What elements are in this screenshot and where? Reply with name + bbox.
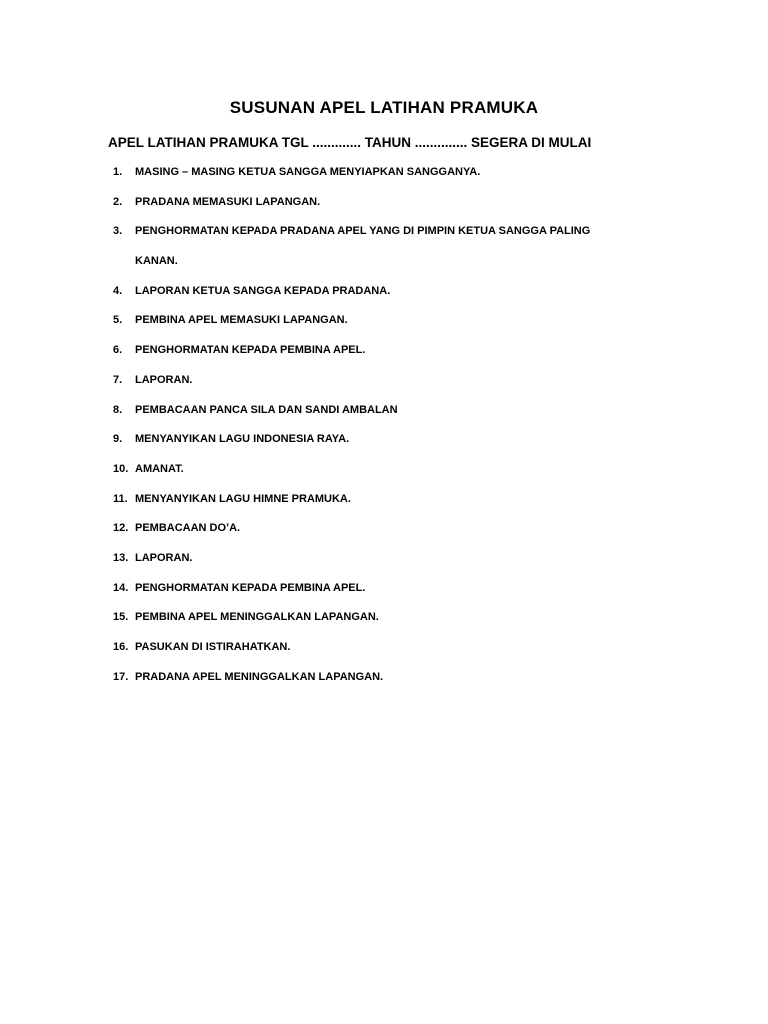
item-number: 16.: [113, 641, 129, 653]
item-text: MENYANYIKAN LAGU INDONESIA RAYA.: [135, 433, 350, 446]
item-text: PRADANA MEMASUKI LAPANGAN.: [135, 195, 321, 208]
item-text: PEMBINA APEL MENINGGALKAN LAPANGAN.: [135, 611, 379, 624]
item-text: PEMBACAAN DO’A.: [135, 522, 241, 535]
item-text: PEMBACAAN PANCA SILA DAN SANDI AMBALAN: [135, 403, 398, 416]
item-number: 10.: [113, 462, 129, 475]
item-text: PASUKAN DI ISTIRAHATKAN.: [135, 641, 291, 653]
item-text: LAPORAN.: [135, 551, 193, 564]
item-number: 3.: [113, 225, 123, 238]
item-text: PENGHORMATAN KEPADA PEMBINA APEL.: [135, 581, 366, 594]
item-number: 6.: [113, 344, 123, 357]
item-number: 5.: [113, 314, 123, 327]
item-text: PENGHORMATAN KEPADA PEMBINA APEL.: [135, 344, 366, 357]
item-number: 14.: [113, 581, 129, 594]
item-text: PEMBINA APEL MEMASUKI LAPANGAN.: [135, 314, 348, 327]
item-number: 12.: [113, 522, 129, 535]
item-text: LAPORAN.: [135, 373, 193, 386]
item-number: 1.: [113, 166, 123, 178]
item-number: 7.: [113, 373, 123, 386]
item-number: 2.: [113, 195, 123, 208]
item-number: 4.: [113, 284, 123, 297]
item-number: 8.: [113, 403, 123, 416]
item-text: PRADANA APEL MENINGGALKAN LAPANGAN.: [135, 670, 384, 683]
item-number: 17.: [113, 670, 129, 683]
item-number: 13.: [113, 551, 129, 564]
item-text: KANAN.: [135, 255, 178, 268]
document-subtitle: APEL LATIHAN PRAMUKA TGL ............. TAHUN .............. SEGERA DI MULAI: [108, 135, 592, 150]
item-text: AMANAT.: [135, 462, 184, 475]
item-number: 11.: [113, 492, 128, 505]
item-number: 15.: [113, 611, 129, 624]
item-text: MASING – MASING KETUA SANGGA MENYIAPKAN SANGGANYA.: [135, 166, 481, 178]
item-number: 9.: [113, 433, 123, 446]
item-text: LAPORAN KETUA SANGGA KEPADA PRADANA.: [135, 284, 391, 297]
item-text: MENYANYIKAN LAGU HIMNE PRAMUKA.: [135, 492, 351, 505]
document-title: SUSUNAN APEL LATIHAN PRAMUKA: [229, 98, 539, 117]
item-text: PENGHORMATAN KEPADA PRADANA APEL YANG DI PIMPIN KETUA SANGGA PALING: [135, 225, 591, 238]
